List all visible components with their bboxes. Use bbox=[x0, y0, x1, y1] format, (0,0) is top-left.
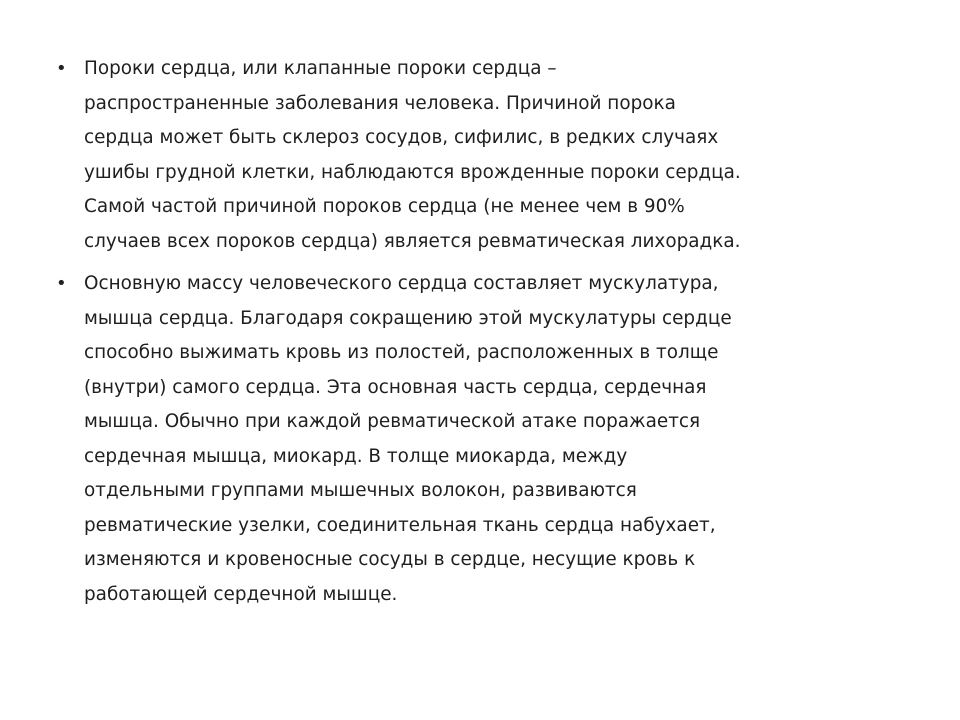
bullet-1-line-2: распространенные заболевания человека. Причиной порока bbox=[84, 92, 676, 114]
bullet-list bbox=[56, 52, 906, 620]
bullet-2-line-10: работающей сердечной мышце. bbox=[84, 583, 398, 605]
bullet-2-line-2: мышца сердца. Благодаря сокращению этой мускулатуры сердце bbox=[84, 307, 732, 329]
bullet-2-line-7: отдельными группами мышечных волокон, развиваются bbox=[84, 480, 637, 501]
bullet-marker-icon: • bbox=[56, 58, 67, 79]
bullet-2-line-4: (внутри) самого сердца. Эта основная часть сердца, сердечная bbox=[84, 376, 707, 398]
bullet-2-line-3: способно выжимать кровь из полостей, расположенных в толще bbox=[84, 342, 719, 363]
bullet-2-line-5: мышца. Обычно при каждой ревматической атаке поражается bbox=[84, 411, 701, 432]
bullet-1-line-1: Пороки сердца, или клапанные пороки сердца – bbox=[84, 58, 557, 79]
bullet-marker-icon: • bbox=[56, 273, 67, 294]
bullet-2-line-8: ревматические узелки, соединительная ткань сердца набухает, bbox=[84, 514, 716, 536]
bullet-1-line-4: ушибы грудной клетки, наблюдаются врожденные пороки сердца. bbox=[84, 161, 741, 183]
bullet-2-line-6: сердечная мышца, миокард. В толще миокарда, между bbox=[84, 445, 628, 467]
bullet-1-line-5: Самой частой причиной пороков сердца (не менее чем в 90% bbox=[84, 196, 685, 217]
bullet-item-1 bbox=[56, 52, 906, 259]
bullet-1-line-6: случаев всех пороков сердца) является ревматическая лихорадка. bbox=[84, 230, 741, 252]
bullet-2-line-1: Основную массу человеческого сердца составляет мускулатура, bbox=[84, 273, 719, 294]
bullet-1-line-3: сердца может быть склероз сосудов, сифилис, в редких случаях bbox=[84, 127, 719, 148]
bullet-item-2 bbox=[56, 267, 906, 612]
bullet-2-line-9: изменяются и кровеносные сосуды в сердце, несущие кровь к bbox=[84, 549, 696, 570]
